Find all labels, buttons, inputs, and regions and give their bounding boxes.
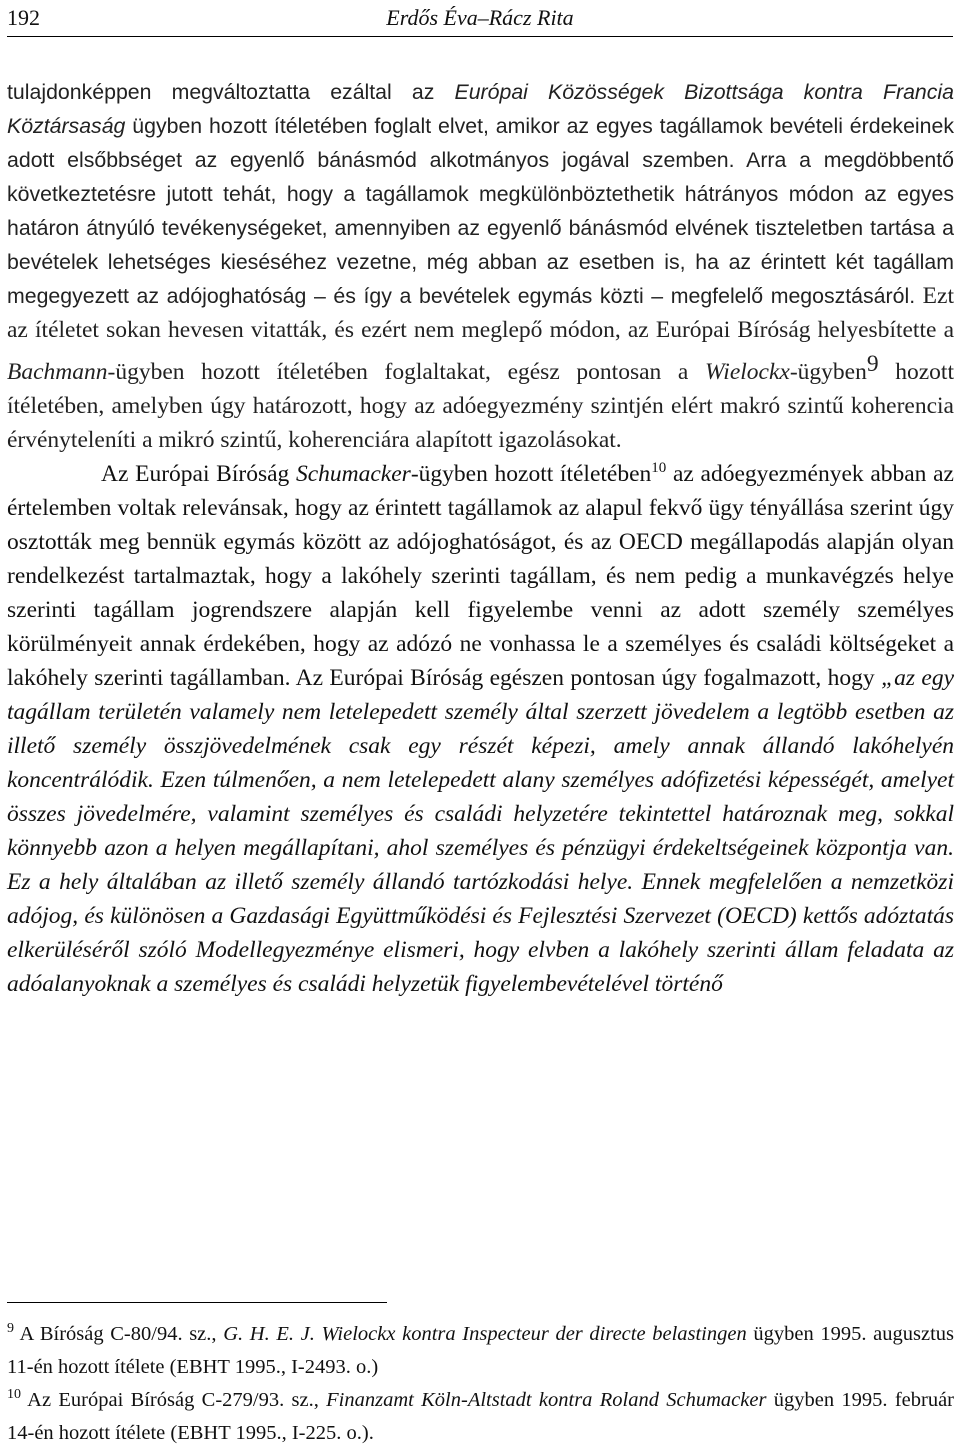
footnote-ref-9[interactable]: 9 (866, 351, 879, 377)
p1-text-c: Ezt az ítéletet sokan hevesen vitatták, és ezért nem meglepő módon, az Európai Bíróság helyesbítette a (7, 283, 954, 343)
footnote-10-number: 10 (7, 1387, 21, 1403)
case-name-bachmann: Bachmann (7, 359, 108, 386)
footnote-9 (7, 1318, 954, 1384)
case-name-schumacker: Schumacker (295, 461, 411, 488)
p1-text-a: tulajdonképpen megváltoztatta ezáltal az (7, 80, 455, 104)
footnote-9-text-a: A Bíróság C-80/94. sz., (14, 1323, 224, 1345)
footnote-ref-10[interactable]: 10 (651, 460, 667, 477)
footnote-9-number: 9 (7, 1321, 14, 1337)
page-number: 192 (7, 5, 40, 30)
p1-text-e: -ügyben (789, 359, 867, 386)
court-quotation: „az egy tagállam területén valamely nem letelepedett személy által szerzett jövedelem a legtöbb esetben az illető személy összjövedelmének csak egy részét képezi, amely annak állandó lakóhelyén koncentrálódik. Ezen túlmenően, a nem letelepedett alany személyes adófizetési képességét, amelyet összes jövedelmére, valamint személyes és családi helyzetére tekintettel határoznak meg, sokkal könnyebb azon a helyen megállapítani, ahol személyes és pénzügyi érdekeltségeinek központja van. Ez a hely általában az illető személy állandó tartózkodási helye. Ennek megfelelően a nemzetközi adójog, és különösen a Gazdasági Együttműködési és Fejlesztési Szervezet (OECD) kettős adóztatás elkerüléséről szóló Modellegyezménye elismeri, hogy elvben a lakóhely szerinti állam feladata az adóalanyoknak a személyes és családi helyzetük figyelembevételével történő (7, 665, 955, 998)
body-text (7, 75, 954, 1001)
case-name-commission-v-france: Európai Közösségek Bizottsága kontra Francia Köztársaság (7, 80, 955, 138)
p2-text-b: -ügyben hozott ítéletében (410, 461, 652, 488)
footnote-10-text-b: ügyben 1995. február 14-én hozott ítélete (EBHT 1995., I-225. o.). (7, 1389, 954, 1444)
case-name-wielockx: Wielockx (705, 359, 790, 386)
footnote-separator (7, 1302, 387, 1303)
footnotes (7, 1318, 954, 1450)
paragraph-2 (7, 457, 954, 1001)
p1-text-d: -ügyben hozott ítéletében foglaltakat, egész pontosan a (107, 359, 706, 386)
running-title: Erdős Éva–Rácz Rita (386, 5, 574, 30)
p2-text-c: az adóegyezmények abban az értelemben voltak relevánsak, hogy az érintett tagállamok az alapul fekvő ügy tényállása szerint úgy osztották meg bennük egymás között az adójoghatóságot, és az OECD megállapodás alapján olyan rendelkezést tartalmaztak, hogy a lakóhely szerinti tagállam, és nem pedig a munkavégzés helye szerinti tagállam jogrendszere alapján kell figyelembe venni az adott személy személyes körülményeit annak érdekében, hogy az adózó ne vonhassa le a személyes és családi költségeket a lakóhely szerinti tagállamban. Az Európai Bíróság egészen pontosan úgy fogalmazott, hogy (7, 461, 954, 692)
footnote-9-case-title: G. H. E. J. Wielockx kontra Inspecteur der directe belastingen (223, 1323, 747, 1345)
footnote-10 (7, 1384, 954, 1450)
page-header (7, 0, 953, 37)
p2-text-a: Az Európai Bíróság (101, 461, 296, 488)
footnote-9-text-b: ügyben 1995. augusztus 11-én hozott ítélete (EBHT 1995., I-2493. o.) (7, 1323, 954, 1378)
footnote-10-text-a: Az Európai Bíróság C-279/93. sz., (21, 1389, 327, 1411)
p1-text-f: hozott ítéletében, amelyben úgy határozott, hogy az adóegyezmény szintjén elért makró szintű koherencia érvényteleníti a mikró szintű, koherenciára alapított igazolásokat. (7, 359, 954, 454)
p1-text-b: ügyben hozott ítéletében foglalt elvet, amikor az egyes tagállamok bevételi érdekeinek adott elsőbbséget az egyenlő bánásmód alkotmányos jogával szemben. Arra a megdöbbentő következtetésre jutott tehát, hogy a tagállamok megkülönböztethetik hátrányos módon az egyes határon átnyúló tevékenységeket, amennyiben az egyenlő bánásmód elvének tiszteletben tartása a bevételek lehetséges kieséséhez vezetne, még abban az esetben is, ha az érintett két tagállam megegyezett az adójoghatóság – és így a bevételek egymás közti – megfelelő megosztásáról. (7, 114, 954, 308)
footnote-10-case-title: Finanzamt Köln-Altstadt kontra Roland Schumacker (326, 1389, 767, 1411)
paragraph-1 (7, 75, 954, 457)
